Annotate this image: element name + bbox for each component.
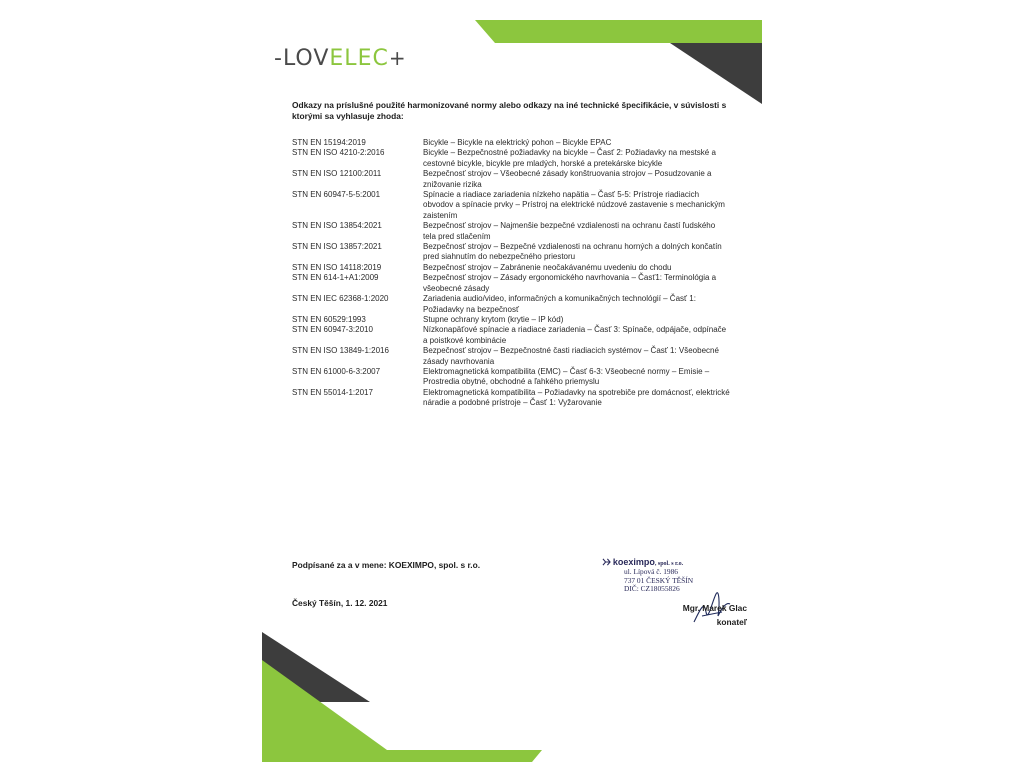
standard-description: Bezpečnosť strojov – Zásady ergonomického navrhovania – Časť1: Terminológia a všeobecné zásady <box>423 273 717 293</box>
standard-code: STN EN IEC 62368-1:2020 <box>292 294 389 304</box>
place-and-date: Český Těšín, 1. 12. 2021 <box>292 598 388 608</box>
signed-on-behalf: Podpísané za a v mene: KOEXIMPO, spol. s r.o. <box>292 560 481 570</box>
standard-code: STN EN 55014-1:2017 <box>292 387 373 397</box>
standard-row <box>292 242 747 263</box>
standard-description: Bezpečnosť strojov – Všeobecné zásady konštruovania strojov – Posudzovanie a znižovanie rizika <box>423 169 712 189</box>
signer-role: konateľ <box>716 617 747 627</box>
stamp-city: 737 01 ČESKÝ TĚŠÍN <box>624 575 694 585</box>
standard-code: STN EN 61000-6-3:2007 <box>292 366 381 376</box>
standard-code: STN EN ISO 4210-2:2016 <box>292 148 385 158</box>
standards-list <box>292 138 747 409</box>
signer-name: Mgr. Marek Glac <box>682 603 747 613</box>
standard-code: STN EN 60947-5-5:2001 <box>292 190 381 200</box>
standard-description: Bezpečnosť strojov – Bezpečné vzdialenosti na ochranu horných a dolných končatín pred siahnutím do nebezpečného priestoru <box>423 242 722 262</box>
lovelec-logo <box>274 46 407 71</box>
standard-code: STN EN ISO 13854:2021 <box>292 221 382 231</box>
standard-row <box>292 221 747 242</box>
logo-text-lov: LOV <box>282 46 330 71</box>
standard-code: STN EN 15194:2019 <box>292 138 366 147</box>
standard-code: STN EN ISO 13849-1:2016 <box>292 346 389 356</box>
stamp-address: ul. Lípová č. 1986 <box>624 567 678 577</box>
standard-code: STN EN ISO 14118:2019 <box>292 262 382 272</box>
document-page <box>262 20 762 762</box>
standards-heading: Odkazy na príslušné použité harmonizované normy alebo odkazy na iné technické špecifikácie, v súvislosti s ktorými sa vyhlasuje zhoda: <box>292 100 727 121</box>
logo-plus: + <box>388 46 407 70</box>
logo-text-elec: ELEC <box>329 46 389 71</box>
standard-description: Zariadenia audio/video, informačných a komunikačných technológií – Časť 1: Požiadavky na bezpečnosť <box>423 294 696 314</box>
standard-description: Stupne ochrany krytom (krytie – IP kód) <box>423 314 564 324</box>
standard-row <box>292 294 747 315</box>
standard-code: STN EN 60947-3:2010 <box>292 325 373 335</box>
standard-row <box>292 367 747 388</box>
top-dark-triangle <box>670 43 762 104</box>
standard-code: STN EN 614-1+A1:2009 <box>292 273 379 283</box>
stamp-brand-suffix: , spol. s r.o. <box>654 561 684 567</box>
standard-description: Bezpečnosť strojov – Bezpečnostné časti riadiacich systémov – Časť 1: Všeobecné zásady navrhovania <box>423 346 719 366</box>
standard-code: STN EN ISO 12100:2011 <box>292 169 382 179</box>
standard-row <box>292 148 747 169</box>
standard-description: Bezpečnosť strojov – Najmenšie bezpečné vzdialenosti na ochranu častí ľudského tela pred stlačením <box>423 221 716 241</box>
standard-code: STN EN 60529:1993 <box>292 314 366 324</box>
standard-description: Nízkonapäťové spínacie a riadiace zariadenia – Časť 3: Spínače, odpájače, odpínače a poistkové kombinácie <box>423 325 727 345</box>
stamp-vat-id: DIČ: CZ18055826 <box>624 584 680 594</box>
standard-row <box>292 190 747 221</box>
standard-description: Elektromagnetická kompatibilita (EMC) – Časť 6-3: Všeobecné normy – Emisie – Prostredia obytné, obchodné a ľahkého priemyslu <box>423 366 710 387</box>
standard-row <box>292 315 747 325</box>
bottom-green-stripe <box>262 750 542 762</box>
top-green-stripe <box>475 20 762 43</box>
standard-description: Bicykle – Bicykle na elektrický pohon – Bicykle EPAC <box>423 138 612 147</box>
standard-row <box>292 388 747 409</box>
standard-row <box>292 263 747 273</box>
koeximpo-logo-icon <box>602 558 611 566</box>
standard-row <box>292 273 747 294</box>
standard-code: STN EN ISO 13857:2021 <box>292 242 382 252</box>
logo-dash: - <box>274 46 283 71</box>
standard-row <box>292 138 747 148</box>
standard-description: Elektromagnetická kompatibilita – Požiadavky na spotrebiče pre domácnosť, elektrické náradie a podobné prístroje – Časť 1: Vyžarovanie <box>423 387 730 408</box>
standard-row <box>292 325 747 346</box>
standard-row <box>292 169 747 190</box>
stamp-brand: koeximpo <box>612 557 655 567</box>
standard-row <box>292 346 747 367</box>
standard-description: Bezpečnosť strojov – Zabránenie neočakávanému uvedeniu do chodu <box>423 262 672 272</box>
standard-description: Bicykle – Bezpečnostné požiadavky na bicykle – Časť 2: Požiadavky na mestské a cestovné bicykle, bicykle pre mladých, horské a pretekárske bicykle <box>423 148 716 168</box>
standard-description: Spínacie a riadiace zariadenia nízkeho napätia – Časť 5-5: Prístroje riadiacich obvodov a spínacie prvky – Prístroj na elektrické núdzové zastavenie s mechanickým zaistením <box>423 190 725 220</box>
